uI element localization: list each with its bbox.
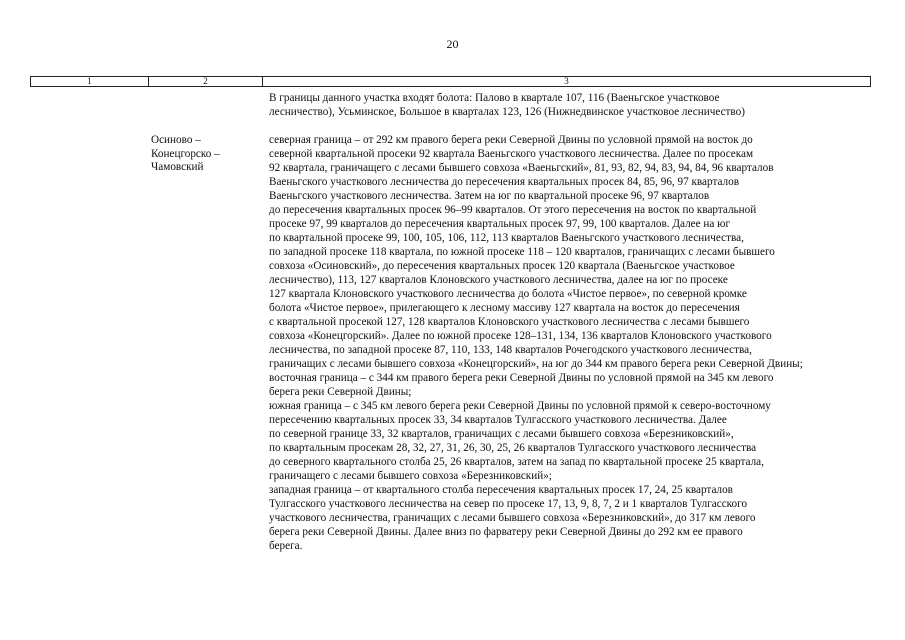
intro-line: лесничество), Усьминское, Большое в кварталах 123, 126 (Нижнедвинское участковое лесничество) — [269, 106, 745, 118]
description-line: южная граница – с 345 км левого берега реки Северной Двины по условной прямой к северо-восточному — [269, 400, 771, 412]
description-line: лесничество), 113, 127 кварталов Клоновского участкового лесничества, далее на юг по просеке — [269, 274, 728, 286]
column-header-1: 1 — [31, 77, 149, 86]
description-line: граничащих с лесами бывшего совхоза «Конецгорский», на юг до 344 км правого берега реки Северной Двины; — [269, 358, 803, 370]
description-line: граничащего с лесами бывшего совхоза «Березниковский»; — [269, 470, 552, 482]
description-line: совхоза «Конецгорский». Далее по южной просеке 128–131, 134, 136 кварталов Клоновского участкового — [269, 330, 772, 342]
description-line: северная граница – от 292 км правого берега реки Северной Двины по условной прямой на восток до — [269, 134, 753, 146]
description-line: 92 квартала, граничащего с лесами бывшего совхоза «Ваеньгский», 81, 93, 82, 94, 83, 94, 84, 96 кварталов — [269, 162, 774, 174]
description-line: совхоза «Осиновский», до пересечения квартальных просек 120 квартала (Ваеньгское участковое — [269, 260, 735, 272]
description-line: западная граница – от квартального столба пересечения квартальных просек 17, 24, 25 кварталов — [269, 484, 733, 496]
description-line: Ваеньгского участкового лесничества. Затем на юг по квартальной просеке 96, 97 кварталов — [269, 190, 710, 202]
description-line: пересечению квартальных просек 33, 34 кварталов Тулгасского участкового лесничества. Далее — [269, 414, 727, 426]
description-line: участкового лесничества, граничащих с лесами бывшего совхоза «Березниковский», до 317 км левого — [269, 512, 756, 524]
description-line: по квартальным просекам 28, 32, 27, 31, 26, 30, 25, 26 кварталов Тулгасского участкового лесничества — [269, 442, 757, 454]
area-name-line: Осиново – — [151, 134, 201, 146]
description-line: просеке 97, 99 кварталов до пересечения квартальных просек 97, 99, 100 кварталов. Далее на юг — [269, 218, 731, 230]
description-line: берега реки Северной Двины; — [269, 386, 412, 398]
page-number: 20 — [446, 37, 459, 51]
description-line: до пересечения квартальных просек 96–99 кварталов. От этого пересечения на восток по квартальной — [269, 204, 757, 216]
description-line: северной квартальной просеки 92 квартала Ваеньгского участкового лесничества. Далее по просекам — [269, 148, 754, 160]
description-line: с квартальной просекой 127, 128 кварталов Клоновского участкового лесничества с лесами бывшего — [269, 316, 750, 328]
description-line: Тулгасского участкового лесничества на север по просеке 17, 13, 9, 8, 7, 2 и 1 кварталов Тулгасского — [269, 498, 748, 510]
description-line: берега. — [269, 540, 303, 552]
description-line: по квартальной просеке 99, 100, 105, 106, 112, 113 кварталов Ваеньгского участкового лесничества, — [269, 232, 744, 244]
description-line: 127 квартала Клоновского участкового лесничества до болота «Чистое первое», по северной кромке — [269, 288, 747, 300]
description-line: до северного квартального столба 25, 26 кварталов, затем на запад по квартальной просеке 25 квартала, — [269, 456, 764, 468]
area-name-line: Конецгорско – — [151, 147, 220, 160]
area-name — [151, 134, 220, 175]
area-name-line: Чамовский — [151, 161, 204, 173]
table-header-row — [30, 76, 871, 87]
column-header-3: 3 — [564, 76, 569, 86]
description-line: по западной просеке 118 квартала, по южной просеке 118 – 120 кварталов, граничащих с лесами бывшего — [269, 246, 775, 258]
column-header-2: 2 — [149, 77, 263, 86]
intro-line: В границы данного участка входят болота: Палово в квартале 107, 116 (Ваеньгское участковое — [269, 92, 720, 104]
description-line: по северной границе 33, 32 кварталов, граничащих с лесами бывшего совхоза «Березниковский», — [269, 428, 734, 440]
description-line: лесничества, по западной просеке 87, 110, 133, 148 кварталов Рочегодского участкового лесничества, — [269, 344, 752, 356]
description-line: болота «Чистое первое», прилегающего к лесному массиву 127 квартала на восток до пересечения — [269, 302, 740, 314]
description-line: Ваеньгского участкового лесничества до пересечения квартальных просек 84, 85, 96, 97 кварталов — [269, 176, 740, 188]
description-line: восточная граница – с 344 км правого берега реки Северной Двины по условной прямой на 345 км левого — [269, 372, 774, 384]
description-line: берега реки Северной Двины. Далее вниз по фарватеру реки Северной Двины до 292 км ее правого — [269, 526, 743, 538]
